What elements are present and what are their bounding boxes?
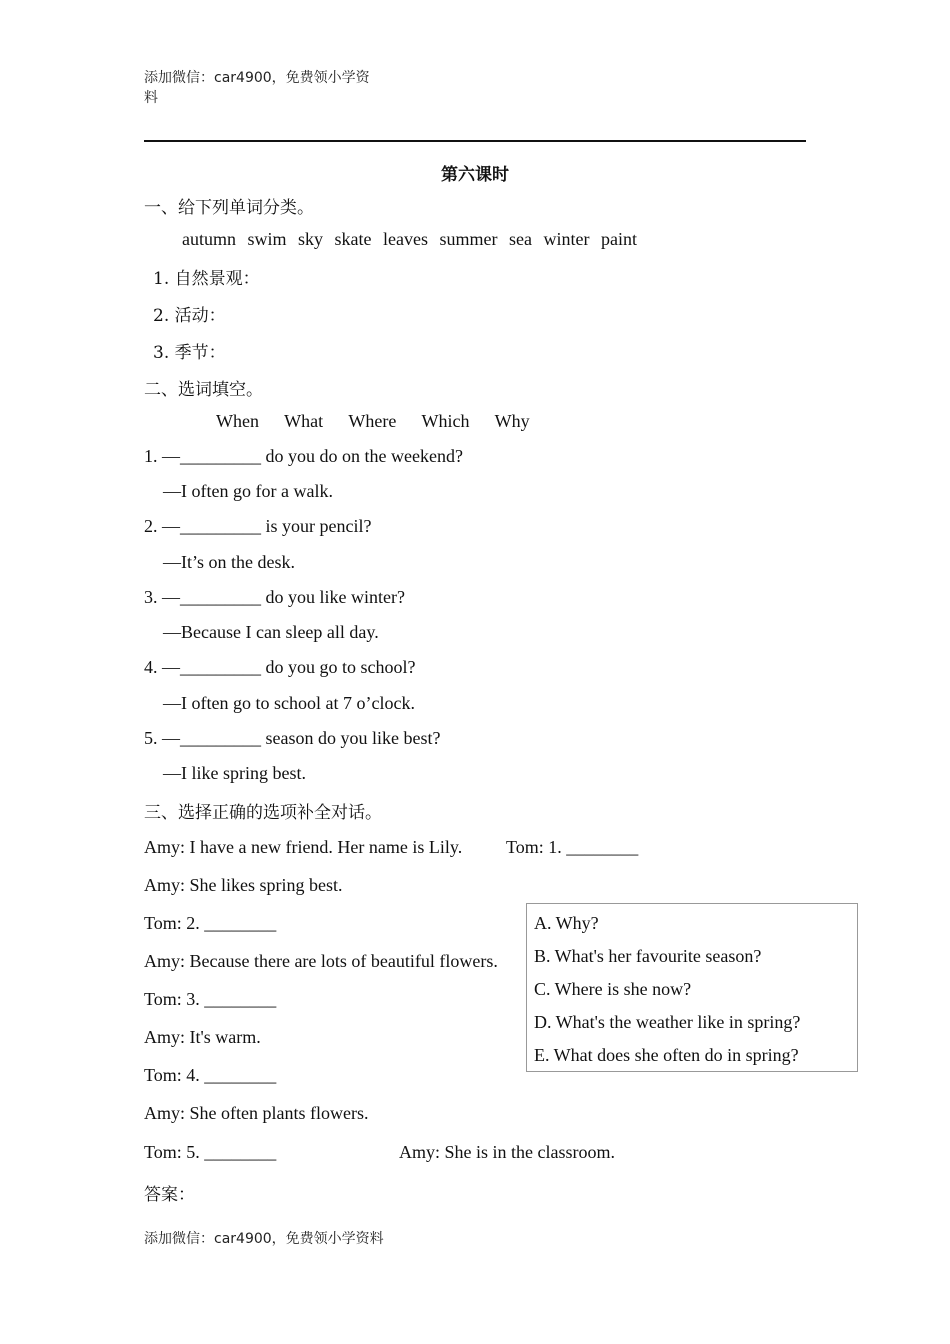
word: swim (247, 229, 287, 249)
question: 2. —_________ is your pencil? (144, 516, 372, 536)
question: 5. —_________ season do you like best? (144, 728, 441, 748)
header-divider (144, 140, 806, 142)
dialogue-line: Tom: 3. ________ (144, 989, 277, 1009)
header-watermark-line2: 料 (144, 90, 158, 106)
word: skate (334, 229, 372, 249)
word: sky (298, 229, 324, 249)
question: 4. —_________ do you go to school? (144, 657, 416, 677)
answer-line: —I often go to school at 7 o’clock. (163, 693, 415, 713)
section2-heading: 二、选词填空。 (144, 380, 263, 400)
dialogue-line: Amy: I have a new friend. Her name is Lily. (144, 837, 463, 857)
word: paint (600, 229, 637, 249)
option-bank (216, 410, 551, 432)
answer-line: —I like spring best. (163, 763, 306, 783)
answer-label: 答案： (144, 1185, 195, 1205)
page-title: 第六课时 (441, 165, 509, 185)
word-bank (182, 228, 644, 250)
choice-option: E. What does she often do in spring? (534, 1045, 799, 1065)
word: autumn (182, 229, 236, 249)
dialogue-line: Amy: She likes spring best. (144, 875, 343, 895)
word: leaves (383, 229, 428, 249)
dialogue-line: Tom: 5. ________ (144, 1142, 277, 1162)
answer-line: —It’s on the desk. (163, 552, 295, 572)
dialogue-line: Amy: She is in the classroom. (399, 1142, 615, 1162)
answer-line: —Because I can sleep all day. (163, 622, 379, 642)
category-item: 2. 活动： (153, 306, 226, 326)
category-item: 3. 季节： (153, 343, 226, 363)
question: 1. —_________ do you do on the weekend? (144, 446, 463, 466)
option-word: When (216, 411, 259, 431)
word: summer (439, 229, 498, 249)
option-word: Where (348, 411, 397, 431)
dialogue-line: Tom: 1. ________ (506, 837, 639, 857)
footer-watermark: 添加微信：car4900，免费领小学资料 (144, 1231, 384, 1247)
option-word: What (284, 411, 324, 431)
dialogue-line: Tom: 4. ________ (144, 1065, 277, 1085)
word: winter (543, 229, 590, 249)
dialogue-line: Tom: 2. ________ (144, 913, 277, 933)
choice-option: A. Why? (534, 913, 599, 933)
category-item: 1. 自然景观： (153, 269, 260, 289)
choice-option: B. What's her favourite season? (534, 946, 762, 966)
answer-line: —I often go for a walk. (163, 481, 333, 501)
word: sea (509, 229, 532, 249)
dialogue-line: Amy: Because there are lots of beautiful flowers. (144, 951, 498, 971)
dialogue-line: Amy: She often plants flowers. (144, 1103, 369, 1123)
options-box (526, 903, 858, 1072)
section3-heading: 三、选择正确的选项补全对话。 (144, 803, 382, 823)
option-word: Which (421, 411, 470, 431)
choice-option: C. Where is she now? (534, 979, 692, 999)
section1-heading: 一、给下列单词分类。 (144, 198, 314, 218)
dialogue-line: Amy: It's warm. (144, 1027, 261, 1047)
option-word: Why (494, 411, 530, 431)
question: 3. —_________ do you like winter? (144, 587, 405, 607)
choice-option: D. What's the weather like in spring? (534, 1012, 801, 1032)
header-watermark-line1: 添加微信：car4900，免费领小学资 (144, 70, 370, 86)
